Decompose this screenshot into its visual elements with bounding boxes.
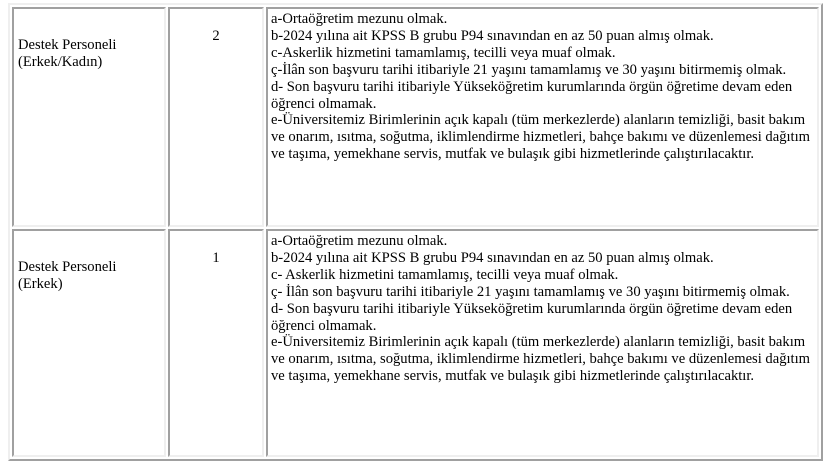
requirement-c-cedilla: ç- İlân son başvuru tarihi itibariyle 21 yaşını tamamlamış ve 30 yaşını bitirmemiş olmak. xyxy=(271,283,790,300)
requirement-c: c-Askerlik hizmetini tamamlamış, tecilli veya muaf olmak. xyxy=(271,44,616,61)
requirement-d: d- Son başvuru tarihi itibariyle Yükseköğretim kurumlarında örgün öğretime devam eden öğrenci olmamak. xyxy=(271,78,793,112)
requirement-b: b-2024 yılına ait KPSS B grubu P94 sınavından en az 50 puan almış olmak. xyxy=(271,249,714,266)
position-gender: (Erkek) xyxy=(18,275,63,292)
count-cell xyxy=(168,7,264,227)
table-row xyxy=(12,7,819,227)
requirement-a: a-Ortaöğretim mezunu olmak. xyxy=(271,11,448,27)
requirement-b: b-2024 yılına ait KPSS B grubu P94 sınavından en az 50 puan almış olmak. xyxy=(271,27,714,44)
requirements-cell xyxy=(266,7,819,227)
requirement-e: e-Üniversitemiz Birimlerinin açık kapalı (tüm merkezlerde) alanların temizliği, basit bakım ve onarım, ısıtma, soğutma, iklimlendirme hizmetleri, bahçe bakımı ve düzenlemesi dağıtım ve taşıma, yemekhane servis, mutfak ve bulaşık gibi hizmetlerinde çalıştırılacaktır. xyxy=(271,112,811,163)
position-cell xyxy=(12,229,166,457)
count-cell xyxy=(168,229,264,457)
requirement-d: d- Son başvuru tarihi itibariyle Yükseköğretim kurumlarında örgün öğretime devam eden öğrenci olmamak. xyxy=(271,300,793,334)
table-row xyxy=(12,229,819,457)
position-gender: (Erkek/Kadın) xyxy=(18,53,103,70)
position-cell xyxy=(12,7,166,227)
requirement-c: c- Askerlik hizmetini tamamlamış, tecilli veya muaf olmak. xyxy=(271,266,619,283)
requirement-a: a-Ortaöğretim mezunu olmak. xyxy=(271,233,448,249)
requirement-c-cedilla: ç-İlân son başvuru tarihi itibariyle 21 yaşını tamamlamış ve 30 yaşını bitirmemiş olmak. xyxy=(271,61,787,78)
requirement-e: e-Üniversitemiz Birimlerinin açık kapalı (tüm merkezlerde) alanların temizliği, basit bakım ve onarım, ısıtma, soğutma, iklimlendirme hizmetleri, bahçe bakımı ve düzenlemesi dağıtım ve taşıma, yemekhane servis, mutfak ve bulaşık gibi hizmetlerinde çalıştırılacaktır. xyxy=(271,334,811,385)
position-title: Destek Personeli xyxy=(18,259,117,275)
job-requirements-table-wrapper xyxy=(8,3,823,461)
requirements-cell xyxy=(266,229,819,457)
position-count: 2 xyxy=(212,28,220,44)
position-title: Destek Personeli xyxy=(18,37,117,53)
job-requirements-table xyxy=(8,3,823,461)
position-count: 1 xyxy=(212,250,220,266)
